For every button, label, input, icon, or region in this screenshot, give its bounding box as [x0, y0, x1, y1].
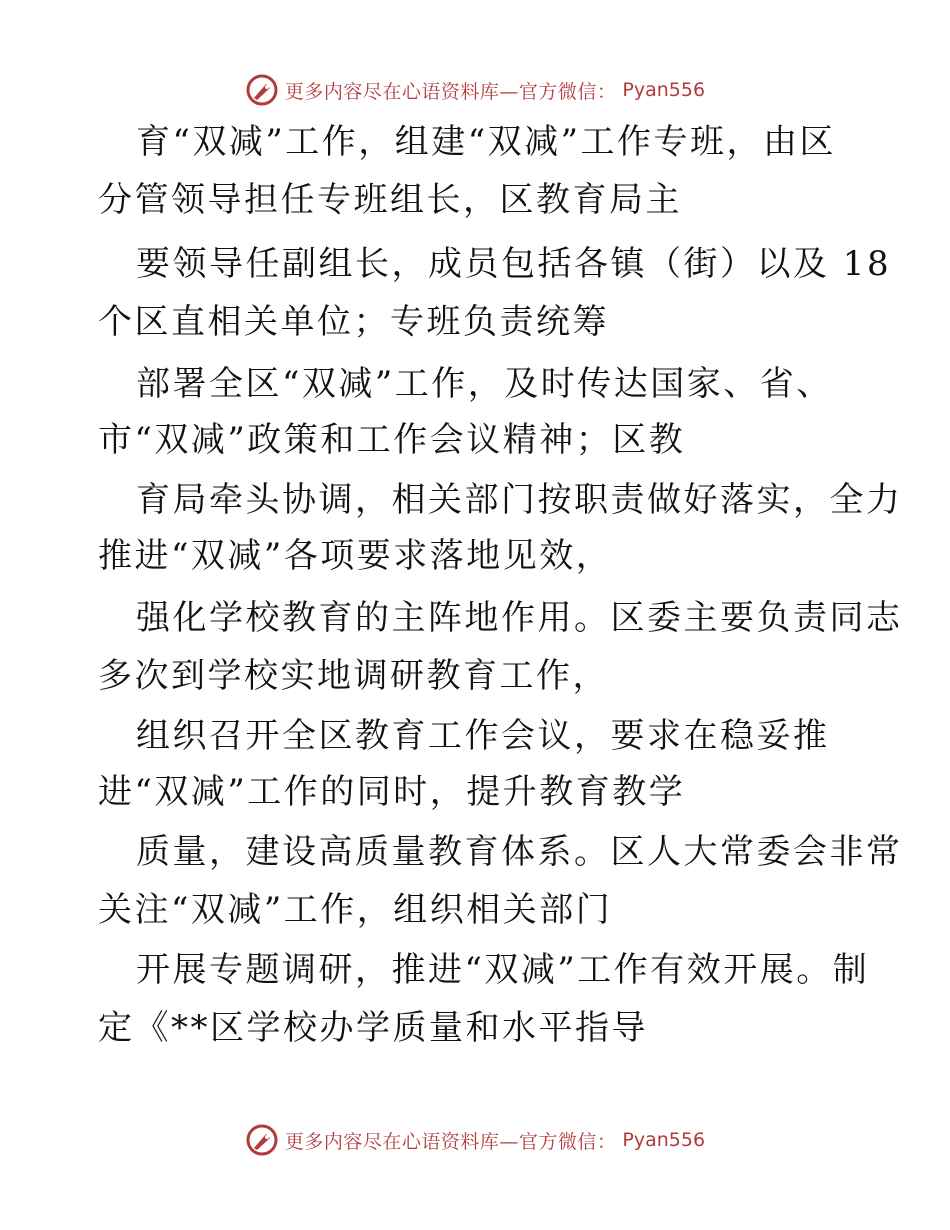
pen-nib-circle-logo-icon: [245, 73, 279, 107]
header-wechat-id: Pyan556: [622, 79, 706, 101]
header-banner-text: 更多内容尽在心语资料库—官方微信：: [284, 80, 617, 103]
footer-wechat-id: Pyan556: [622, 1129, 706, 1151]
body-line: 分管领导担任专班组长，区教育局主: [98, 180, 682, 220]
body-line: 多次到学校实地调研教育工作，: [98, 656, 609, 696]
body-line: 推进“双减”各项要求落地见效，: [98, 536, 613, 576]
header-banner: [0, 70, 950, 110]
body-line: 育“双减”工作，组建“双减”工作专班，由区: [136, 122, 837, 162]
footer-banner: [0, 1120, 950, 1160]
body-line: 育局牵头协调，相关部门按职责做好落实，全力: [136, 480, 903, 520]
body-line: 个区直相关单位；专班负责统筹: [98, 302, 609, 342]
pen-nib-circle-logo-icon: [245, 1123, 279, 1157]
body-line: 定《**区学校办学质量和水平指导: [98, 1008, 648, 1048]
body-line: 要领导任副组长，成员包括各镇（街）以及 18: [136, 244, 892, 284]
footer-banner-text: 更多内容尽在心语资料库—官方微信：: [284, 1130, 617, 1153]
body-line: 组织召开全区教育工作会议，要求在稳妥推: [136, 716, 830, 756]
body-line: 部署全区“双减”工作，及时传达国家、省、: [136, 364, 833, 404]
body-line: 关注“双减”工作，组织相关部门: [98, 890, 613, 930]
body-line: 进“双减”工作的同时，提升教育教学: [98, 772, 686, 812]
body-line: 开展专题调研，推进“双减”工作有效开展。制: [136, 950, 870, 990]
body-line: 市“双减”政策和工作会议精神；区教: [98, 420, 686, 460]
body-line: 质量，建设高质量教育体系。区人大常委会非常: [136, 832, 903, 872]
body-line: 强化学校教育的主阵地作用。区委主要负责同志: [136, 598, 903, 638]
